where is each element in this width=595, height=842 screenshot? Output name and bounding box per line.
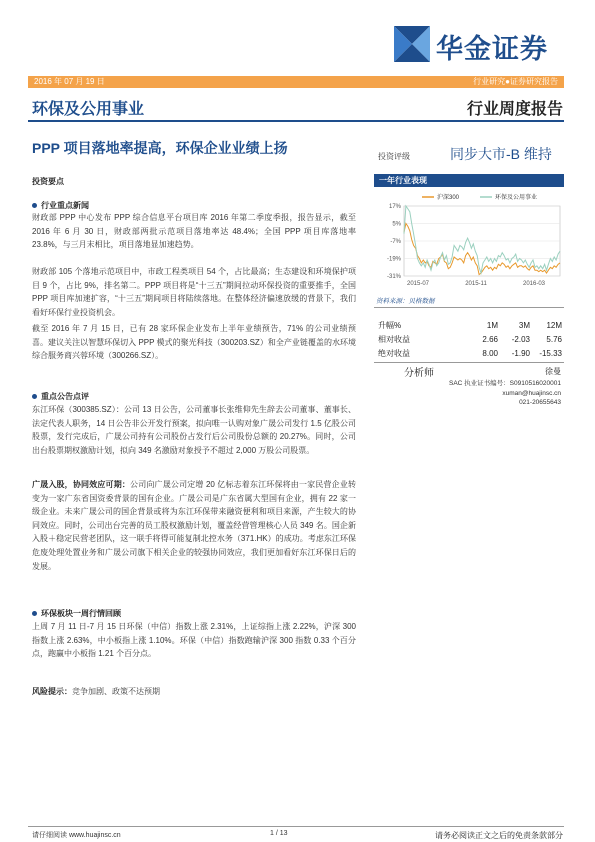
footer-url: 请仔细阅读 www.huajinsc.cn — [32, 832, 121, 839]
analyst-contact — [449, 379, 561, 408]
footer-divider — [28, 826, 564, 827]
table-bottom-divider — [374, 362, 564, 363]
table-cell: 5.76 — [546, 334, 562, 344]
analyst-cert: SAC 执业证书编号：S0910516020001 — [448, 380, 561, 387]
rating-label: 投资评级 — [378, 152, 410, 161]
x-tick-label: 2015-11 — [465, 281, 487, 287]
table-header-cell: 升幅% — [378, 320, 402, 330]
x-tick-label: 2016-03 — [522, 281, 546, 287]
performance-chart-svg — [374, 190, 564, 292]
report-date: 2016 年 07 月 19 日 — [34, 77, 105, 86]
legend-label: 沪深300 — [437, 195, 460, 201]
risk-label: 风险提示： — [32, 687, 72, 696]
report-tags: 行业研究●证券研究报告 — [473, 77, 558, 86]
performance-heading: 一年行业表现 — [379, 176, 427, 185]
news-paragraph-3: 截至 2016 年 7 月 15 日，已有 28 家环保企业发布上半年业绩预告，71% 的公司业绩预喜。建议关注以智慧环保切入 PPP 模式的聚光科技（300203.SZ）和全产业链覆盖的水环境综合服务商兴蓉环境（300266.SZ）。 — [32, 324, 356, 361]
weekly-paragraph: 上周 7 月 11 日-7 月 15 日环保（中信）指数上涨 2.31%，上证综指上涨 2.22%，沪深 300 指数上涨 2.63%，中小板指上涨 1.10%。环保（中信）指数跑输沪深 300 指数 0.33 个百分点，跑赢中小板指 1.21 个百分点。 — [32, 622, 356, 659]
section-announce-title: 重点公告点评 — [41, 392, 89, 401]
section-announce-heading — [32, 391, 89, 402]
table-cell: -2.03 — [511, 334, 530, 344]
table-cell: 相对收益 — [378, 334, 410, 344]
y-tick-label: -7% — [390, 239, 401, 245]
table-cell: 绝对收益 — [378, 348, 410, 358]
analyst-email: xuman@huajinsc.cn — [502, 389, 561, 397]
report-type: 行业周度报告 — [466, 101, 563, 118]
analyst-label: 分析师 — [404, 368, 434, 379]
table-cell: 2.66 — [482, 334, 498, 344]
analyst-name: 徐曼 — [545, 367, 561, 376]
logo-icon — [392, 24, 432, 64]
x-tick-label: 2015-07 — [406, 281, 430, 287]
analyst-phone: 021-20655643 — [519, 399, 561, 406]
invest-points-label: 投资要点 — [32, 177, 64, 186]
announce-paragraph-2 — [32, 478, 356, 573]
performance-table — [378, 318, 562, 360]
risk-note — [32, 685, 356, 699]
table-row — [378, 332, 562, 346]
news-paragraph-1: 财政部 PPP 中心发布 PPP 综合信息平台项目库 2016 年第二季度季报，报告显示，截至 2016 年 6 月 30 日，财政部两批示范项目落地率达 48.4%；全国 PPP 项目库落地率 23.8%，与三月末相比，项目落地显加速趋势。 — [32, 213, 356, 250]
section-weekly-heading — [32, 608, 121, 619]
news-paragraph-2: 财政部 105 个落地示范项目中，市政工程类项目 54 个，占比最高；生态建设和环境保护项目 9 个，占比 9%，排名第二。PPP 项目将是“十三五”期间拉动环保投资的重要推手，全国 PPP 项目库加速扩容，“十三五”期间项目将陆续落地。在整体经济偏速放缓的背景下，我们看好环保行业投资机会。 — [32, 267, 356, 317]
section-weekly-title: 环保板块一周行情回顾 — [41, 609, 121, 618]
y-tick-label: 5% — [392, 221, 401, 228]
page-number: 1 / 13 — [270, 830, 288, 837]
rating-value: 同步大市-B 维持 — [450, 146, 552, 162]
table-top-divider — [374, 307, 564, 308]
chart-source: 资料来源：贝格数据 — [376, 298, 435, 305]
y-tick-label: -19% — [386, 256, 401, 263]
y-tick-label: 17% — [388, 204, 401, 210]
bullet-icon — [32, 611, 37, 616]
page-title: PPP 项目落地率提高，环保企业业绩上扬 — [32, 140, 288, 156]
header-divider — [28, 120, 564, 122]
header-bar — [28, 76, 564, 88]
table-row — [378, 346, 562, 360]
announce-paragraph-1: 东江环保（300385.SZ）：公司 13 日公告，公司董事长张维仰先生辞去公司董事、董事长、法定代表人职务，14 日公告非公开发行预案，拟向唯一认购对象广晟公司发行 1.5 亿股公司股票，发行完成后，广晟公司持有公司股份占发行后公司股份总额的 20.27%。同时，公司出台股票期权激励计划，拟向 349 名激励对象授予不超过 2,000 万股公司股票。 — [32, 405, 356, 455]
bullet-icon — [32, 394, 37, 399]
performance-chart — [374, 190, 564, 292]
sector-title: 环保及公用事业 — [32, 101, 145, 118]
table-header-cell: 1M — [486, 320, 498, 330]
table-header-row — [378, 318, 562, 332]
legend-label: 环保及公用事业 — [495, 195, 538, 201]
risk-text: 竞争加剧、政策不达预期 — [72, 687, 160, 696]
bullet-icon — [32, 203, 37, 208]
table-header-cell: 3M — [518, 320, 530, 330]
performance-heading-bar — [374, 174, 564, 187]
logo-text: 华金证券 — [436, 34, 548, 65]
section-news-heading — [32, 200, 89, 211]
table-header-cell: 12M — [546, 320, 562, 330]
logo — [392, 24, 572, 64]
table-cell: -15.33 — [539, 348, 562, 358]
footer-disclaimer: 请务必阅读正文之后的免责条款部分 — [435, 831, 563, 840]
announce-paragraph-2-text: 公司向广晟公司定增 20 亿标志着东江环保将由一家民营企业转变为一家广东省国资委背景的国有企业。广晟公司是广东省属大型国有企业，拥有 22 家一级企业。未来广晟公司的国企背景或将为东江环保带来融资便利和项目来源，产生较大的协同效应。同时，公司出台完善的员工股权激励计划，覆盖经营管理核心人员 349 名。国企新入股＋稳定民营老团队，这一联手将得可能复制北控水务（371.HK）的成功。考虑东江环保危废处理处置业务和广晟公司旗下相关企业的较强协同效应，我们更加看好东江环保日后的发展。 — [32, 480, 356, 571]
y-tick-label: -31% — [386, 274, 401, 280]
table-cell: -1.90 — [511, 348, 530, 358]
announce-bold-lead: 广晟入股，协同效应可期： — [32, 480, 131, 489]
table-cell: 8.00 — [482, 348, 498, 358]
section-news-title: 行业重点新闻 — [41, 201, 89, 210]
